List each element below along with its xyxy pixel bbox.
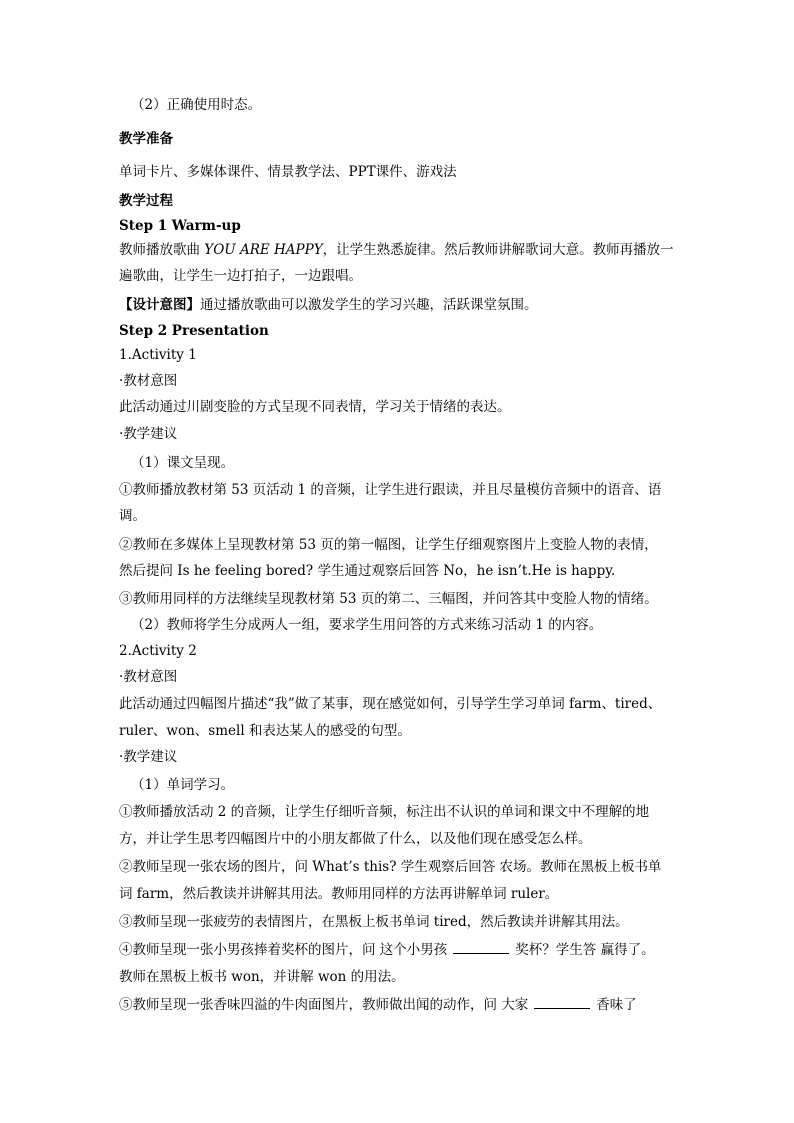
design-intent-label: 【设计意图】 (119, 297, 200, 313)
paragraph-line: ruler、won、smell 和表达某人的感受的句型。 (119, 723, 411, 739)
paragraph-line: 然后提问 Is he feeling bored? 学生通过观察后回答 No，he isn’t.He is happy. (119, 563, 616, 579)
paragraph-line: 教师在黑板上板书 won，并讲解 won 的用法。 (119, 969, 405, 985)
heading-teaching-process: 教学过程 (119, 193, 173, 209)
paragraph-line: 词 farm，然后教读并讲解其用法。教师用同样的方法再讲解单词 ruler。 (119, 886, 559, 902)
paragraph-line: ①教师播放教材第 53 页活动 1 的音频，让学生进行跟读，并且尽量模仿音频中的语音、语 (119, 482, 662, 498)
paragraph-line: ③教师呈现一张疲劳的表情图片，在黑板上板书单词 tired，然后教读并讲解其用法。 (119, 914, 629, 930)
section-label: ·教学建议 (119, 749, 178, 765)
design-intent: 【设计意图】通过播放歌曲可以激发学生的学习兴趣，活跃课堂氛围。 (119, 297, 538, 313)
paragraph-line: ②教师呈现一张农场的图片，问 What’s this? 学生观察后回答 农场。教师在黑板上板书单 (119, 859, 662, 875)
heading-step2: Step 2 Presentation (119, 323, 269, 339)
fill-blank (534, 996, 590, 1009)
activity-1-heading: 1.Activity 1 (119, 347, 197, 363)
paragraph-line: （1）单词学习。 (131, 777, 235, 793)
paragraph-line: ③教师用同样的方法继续呈现教材第 53 页的第二、三幅图，并问答其中变脸人物的情绪。 (119, 591, 658, 607)
paragraph-line: （2）教师将学生分成两人一组，要求学生用问答的方式来练习活动 1 的内容。 (131, 617, 603, 633)
section-label: ·教材意图 (119, 669, 178, 685)
paragraph-line: 此活动通过四幅图片描述“我”做了某事，现在感觉如何，引导学生学习单词 farm、tired、 (119, 696, 662, 712)
paragraph-line: 遍歌曲，让学生一边打拍子，一边跟唱。 (119, 268, 362, 284)
section-label: ·教材意图 (119, 373, 178, 389)
paragraph-line: ①教师播放活动 2 的音频，让学生仔细听音频，标注出不认识的单词和课文中不理解的地 (119, 804, 650, 820)
paragraph-line: ②教师在多媒体上呈现教材第 53 页的第一幅图，让学生仔细观察图片上变脸人物的表情， (119, 537, 658, 553)
paragraph-line: 此活动通过川剧变脸的方式呈现不同表情，学习关于情绪的表达。 (119, 399, 511, 415)
heading-step1: Step 1 Warm-up (119, 218, 241, 234)
paragraph-line: ⑤教师呈现一张香味四溢的牛肉面图片，教师做出闻的动作，问 大家 香味了 (119, 997, 637, 1013)
objective-item-2: （2）正确使用时态。 (131, 97, 262, 113)
paragraph-line: （1）课文呈现。 (131, 455, 235, 471)
paragraph-line: 调。 (119, 508, 146, 524)
paragraph-line: 教师播放歌曲 YOU ARE HAPPY，让学生熟悉旋律。然后教师讲解歌词大意。教师再播放一 (119, 242, 674, 258)
fill-blank (453, 941, 509, 954)
preparation-text: 单词卡片、多媒体课件、情景教学法、PPT课件、游戏法 (119, 164, 457, 180)
activity-2-heading: 2.Activity 2 (119, 643, 197, 659)
paragraph-line: ④教师呈现一张小男孩捧着奖杯的图片，问 这个小男孩 奖杯？学生答 赢得了。 (119, 942, 655, 958)
heading-teaching-preparation: 教学准备 (119, 131, 173, 147)
section-label: ·教学建议 (119, 426, 178, 442)
song-title: YOU ARE HAPPY (204, 242, 323, 258)
paragraph-line: 方，并让学生思考四幅图片中的小朋友都做了什么，以及他们现在感受怎么样。 (119, 831, 592, 847)
